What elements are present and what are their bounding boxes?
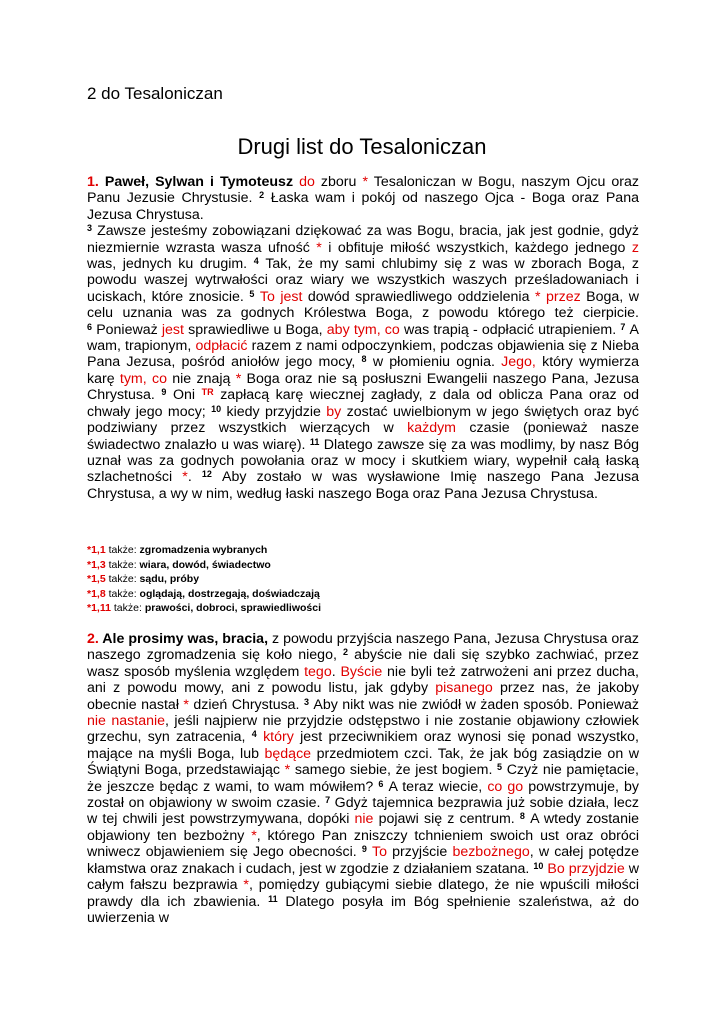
footnote-text: sądu, próby (139, 573, 200, 586)
footnote (87, 587, 321, 602)
text-run: Boga, w celu uznania was za godnych Królestwa Boga, z powodu którego też cierpicie. (87, 288, 639, 322)
footnote-label: także: (105, 544, 140, 556)
footnote (87, 558, 321, 573)
highlighted-text: odpłacić (195, 338, 248, 355)
verse-1-6 (96, 322, 620, 338)
text-run: Oni (172, 387, 202, 404)
highlighted-text: * (182, 469, 188, 486)
verse-number-2: 2 (342, 647, 348, 658)
verse-number-5: 5 (249, 288, 255, 299)
text-run: sprawiedliwe u Boga, (183, 321, 327, 338)
text-run: w płomieniu ognia. (372, 354, 502, 371)
verse-1-12: Aby zostało w was wysławione Imię naszego Pana Jezusa Chrystusa, a wy w nim, według łaski naszego Boga oraz Pana Jezusa Chrystusa. (87, 469, 639, 502)
text-run: Zawsze jesteśmy zobowiązani dziękować za was Bogu, bracia, jak jest godnie, gdyż niezmiernie wzrasta wasza ufność (87, 223, 639, 256)
text-run: przyjście (386, 844, 453, 861)
text-run: jest przeciwnikiem oraz wynosi się ponad wszystko, mające na myśli Boga, lub (87, 729, 639, 762)
highlighted-text: To (372, 844, 387, 861)
highlighted-text: jest (161, 321, 184, 338)
verse-number-9: 9 (361, 844, 367, 855)
highlighted-text: do (299, 174, 315, 190)
footnote-text: prawości, dobroci, sprawiedliwości (144, 602, 322, 615)
verse-number-6: 6 (87, 321, 93, 332)
text-run: Paweł, Sylwan i Tymoteusz (104, 174, 294, 190)
highlighted-text: 1. (87, 174, 105, 190)
highlighted-text: będące (264, 745, 312, 762)
highlighted-text: To jest (259, 288, 303, 305)
highlighted-text: każdym (407, 420, 457, 437)
text-run: powstrzymuje, by został on objawiony w swoim czasie. (87, 778, 639, 812)
text-run: Boga oraz nie są posłuszni Ewangelii naszego Pana, Jezusa Chrystusa. (87, 370, 639, 404)
footnote (87, 601, 321, 616)
text-run: Dlatego zawsze się za was modlimy, by nasz Bóg uznał was za godnych powołania oraz w mocy i skutkiem wiary, wypełnił całą łaską szlachetności (87, 436, 639, 486)
highlighted-text: nie nastanie (87, 713, 166, 730)
verse-number-4: 4 (251, 729, 257, 740)
footnote (87, 543, 321, 558)
footnote-text: zgromadzenia wybranych (139, 544, 268, 556)
verse-number-11: 11 (268, 893, 278, 904)
highlighted-text: * (284, 762, 291, 779)
verse-number-11: 11 (309, 436, 320, 447)
text-run: , jeśli najpierw nie przyjdzie odstępstwo i nie zostanie objawiony człowiek grzechu, syn zatracenia, (87, 713, 639, 746)
verse-2-5: Czyż nie pamiętacie, że jeszcze będąc z wami, to wam mówiłem? (87, 762, 639, 795)
highlighted-text: * (251, 827, 257, 844)
marker-superscript: TR (201, 387, 214, 398)
highlighted-text: Bo przyjdzie (547, 860, 625, 877)
footnote-label: także: (105, 573, 140, 586)
text-run: A wtedy zostanie objawiony ten bezbożny (87, 811, 639, 844)
footnote-ref: *1,1 (87, 544, 106, 556)
highlighted-text: * (362, 174, 368, 190)
text-run: przedmiotem czci. Tak, że jak bóg zasiądzie on w Świątyni Boga, przedstawiając (87, 745, 639, 779)
highlighted-text: aby tym, co (326, 321, 400, 338)
footnote-text: oglądają, dostrzegają, doświadczają (139, 587, 320, 600)
footnotes (87, 543, 321, 616)
text-run: przez nas, że jakoby obecnie nastał (87, 680, 639, 713)
verse-number-6: 6 (378, 778, 384, 789)
highlighted-text: * (534, 288, 541, 305)
text-run: Ale prosimy was, bracia, (102, 631, 269, 647)
text-run: czasie (ponieważ nasze świadectwo znalazło u was wiarę). (87, 420, 639, 453)
text-run: . (187, 469, 202, 486)
verse-number-12: 12 (201, 469, 212, 480)
chapter-1-paragraph (87, 174, 639, 502)
footnote-ref: *1,3 (87, 558, 106, 571)
text-run: w całym fałszu bezprawia (87, 860, 639, 894)
highlighted-text: * (316, 239, 322, 256)
text-run: , pomiędzy gubiącymi siebie dlatego, że nie wpuścili miłości prawdy dla ich zbawienia. (87, 877, 640, 910)
text-run: dowód sprawiedliwego oddzielenia (302, 288, 535, 305)
text-run: . (331, 663, 341, 680)
text-run: Ponieważ (96, 321, 162, 338)
document-title: Drugi list do Tesaloniczan (237, 134, 487, 159)
verse-number-7: 7 (325, 795, 331, 806)
footnote-label: także: (105, 587, 140, 600)
highlighted-text: bezbożnego (452, 844, 530, 861)
chapter-2-paragraph (87, 631, 639, 926)
running-header: 2 do Tesaloniczan (87, 84, 223, 103)
text-run: was, jednych ku drugim. (87, 256, 254, 273)
text-run: pojawi się z centrum. (373, 811, 520, 828)
text-run: , w całej potędze kłamstwa oraz znakach i cudach, jest w zgodzie z działaniem szatana. (87, 844, 639, 877)
verse-number-8: 8 (361, 354, 367, 365)
highlighted-text: tym, co (119, 370, 167, 387)
verse-1-2: Łaska wam i pokój od naszego Ojca - Boga oraz Pana Jezusa Chrystusa. (87, 190, 639, 223)
text-run: który wymierza karę (87, 354, 640, 387)
verse-number-5: 5 (497, 762, 503, 773)
verse-number-9: 9 (161, 387, 167, 398)
text-run: i obfituje miłość wszystkich, każdego jednego (321, 239, 632, 256)
verse-2-11: Dlatego posyła im Bóg spełnienie szaleństwa, aż do uwierzenia w (87, 893, 640, 926)
text-run: abyście nie dali się szybko zachwiać, przez wasz sposób myślenia względem (87, 647, 639, 680)
text-run: Tesaloniczan w Bogu, naszym Ojcu oraz Panu Jezusie Chrystusie. (87, 174, 639, 207)
highlighted-text: co go (487, 778, 524, 795)
highlighted-text: z (631, 239, 639, 256)
footnote-label: także: (105, 558, 140, 571)
footnote-ref: *1,11 (87, 602, 111, 615)
text-run: zapłacą karę wiecznej zagłady, z dala od oblicza Pana oraz od chwały jego mocy; (87, 387, 639, 420)
highlighted-text: pisanego (435, 680, 493, 697)
text-run: z powodu przyjścia naszego Pana, Jezusa Chrystusa oraz naszego zgromadzenia się koło niego, (87, 631, 639, 664)
verse-number-10: 10 (211, 403, 222, 414)
verse-1-4: Tak, że my sami chlubimy się z was w zborach Boga, z powodu waszej wytrwałości oraz wiary we wszystkich waszych prześladowaniach i uciskach, które znosicie. (87, 256, 639, 305)
verse-number-2: 2 (259, 190, 265, 201)
verse-number-3: 3 (87, 223, 93, 234)
highlighted-text: Jego, (501, 354, 536, 371)
highlighted-text: 2. (87, 631, 103, 647)
highlighted-text: by (326, 403, 342, 420)
verse-number-7: 7 (620, 321, 626, 332)
text-run: Aby nikt was nie zwiódł w żaden sposób. Ponieważ (313, 696, 639, 713)
text-run: nie znają (166, 370, 236, 387)
text-run: zostać uwielbionym w jego świętych oraz być podziwiany przez wszystkich wierzących w (87, 403, 639, 437)
text-run: razem z nami odpoczynkiem, podczas objawienia się z Nieba Pana Jezusa, pośród aniołów jego mocy, (87, 338, 639, 371)
highlighted-text: nie (354, 811, 374, 828)
highlighted-text: Byście (340, 663, 383, 680)
verse-number-4: 4 (253, 256, 259, 267)
text-run: , którego Pan zniszczy tchnieniem swoich ust oraz obróci wniwecz objawieniem się Jego obecności. (87, 827, 639, 861)
text-run: zboru (314, 174, 363, 190)
footnote-text: wiara, dowód, świadectwo (139, 558, 271, 571)
footnote-label: także: (110, 602, 145, 615)
text-run: nie byli też zatrwożeni ani przez ducha, ani z powodu mowy, ani z powodu listu, jak gdyby (87, 663, 639, 697)
text-run: was trapią - odpłacić utrapieniem. (399, 321, 621, 338)
verse-number-10: 10 (533, 860, 544, 871)
text-run: dzień Chrystusa. (188, 696, 304, 713)
highlighted-text: * (243, 877, 249, 894)
highlighted-text: * (235, 370, 242, 387)
highlighted-text: przez (545, 288, 581, 305)
text-run: A teraz wiecie, (388, 778, 488, 795)
footnote (87, 572, 321, 587)
footnote-ref: *1,5 (87, 573, 106, 586)
text-run: Gdyż tajemnica bezprawia już sobie działa, lecz w tej chwili jest powstrzymywana, dopóki (87, 795, 639, 828)
text-run: kiedy przyjdzie (226, 403, 327, 420)
highlighted-text: * (183, 696, 189, 713)
text-run: samego siebie, że jest bogiem. (290, 762, 498, 779)
highlighted-text: tego (304, 663, 332, 680)
verse-number-3: 3 (303, 696, 309, 707)
highlighted-text: który (263, 729, 294, 746)
footnote-ref: *1,8 (87, 587, 106, 600)
verse-number-8: 8 (519, 811, 525, 822)
text-run: A wam, trapionym, (87, 321, 639, 355)
